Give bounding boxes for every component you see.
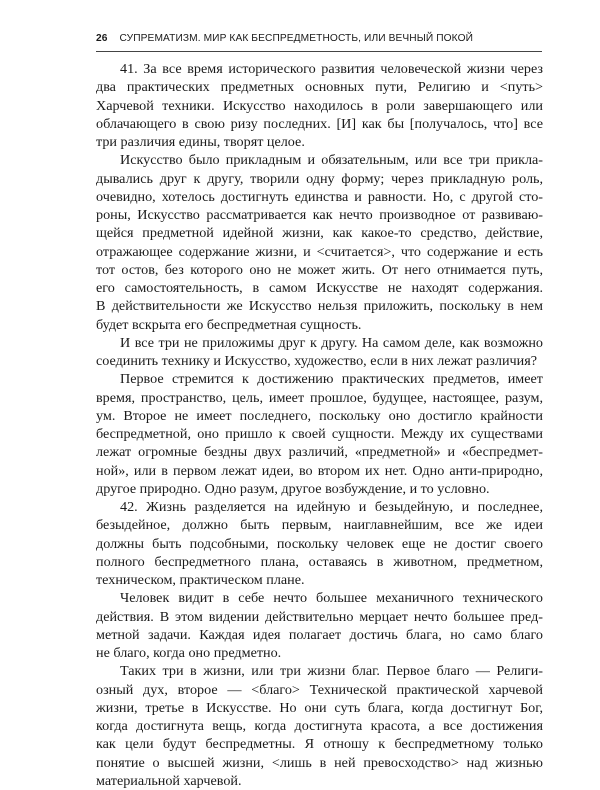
text-line: должны быть подсобными, поскольку человек еще не достиг своего [96, 535, 543, 552]
text-line: техническом, практическом плане. [96, 572, 305, 588]
text-line: 42. Жизнь разделяется на идейную и безыдейную, и последнее, [120, 499, 543, 515]
text-line: 41. За все время исторического развития человеческой жизни через [120, 61, 543, 77]
text-line: три различия едины, творят целое. [96, 134, 305, 150]
text-line: соединить технику и Искусство, художество, если в них лежат различия? [96, 353, 537, 369]
body-text [96, 60, 543, 790]
text-line: как цели будут беспредметны. Я отношу к беспредметному только [96, 736, 543, 753]
text-line: время, пространство, цель, имеет прошлое, будущее, настоящее, разум, [96, 389, 543, 406]
text-line: метной задачи. Каждая идея полагает достичь блага, но само благо [96, 626, 543, 643]
running-title: СУПРЕМАТИЗМ. МИР КАК БЕСПРЕДМЕТНОСТЬ, ИЛИ ВЕЧНЫЙ ПОКОЙ [119, 33, 474, 44]
text-line: И все три не приложимы друг к другу. На самом деле, как возможно [120, 334, 543, 351]
text-line: полного беспредметного плана, оставаясь в животном, предметном, [96, 553, 543, 570]
text-line: отражающее содержание жизни, и <считается>, что содержание и есть [96, 243, 543, 260]
text-line: озный дух, второе — <благо> Технической практической харчевой [96, 681, 543, 698]
text-line: не благо, когда оно предметно. [96, 645, 282, 661]
text-line: облачающего в свою ризу последних. [И] как бы [получалось, что] все [96, 115, 543, 132]
text-line: Искусство было прикладным и обязательным, или все три прикла- [120, 152, 543, 169]
text-line: жизни, третье в Искусстве. Но они суть блага, когда достигнут Бог, [96, 699, 543, 716]
text-line: В действительности же Искусство нельзя приложить, поскольку в нем [96, 298, 543, 315]
text-line: Харчевой техники. Искусство находилось в роли завершающего или [96, 97, 543, 114]
text-line: Таких три в жизни, или три жизни благ. Первое благо — Религи- [120, 663, 543, 680]
text-line: беспредметной, оно пришло к своей сущности. Между их существами [96, 426, 543, 442]
text-line: ум. Второе не имеет последнего, поскольку оно достигло крайности [96, 407, 543, 424]
text-line: понятие о высшей жизни, <лишь в ней превосходство> над жизнью [96, 754, 543, 771]
text-line: другое природно. Одно разум, другое возбуждение, и то условно. [96, 480, 490, 497]
text-line: материальной харчевой. [96, 772, 242, 789]
text-line: щейся предметной идейной жизни, как какое-то средство, действие, [96, 225, 543, 242]
text-line: ной», или в первом лежат идеи, во втором их нет. Одно анти-природно, [96, 462, 543, 479]
text-line: его самостоятельность, в самом Искусстве не находят содержания. [96, 280, 543, 296]
running-head [96, 33, 542, 52]
text-line: Первое стремится к достижению практических предметов, имеет [120, 371, 543, 388]
text-line: Человек видит в себе нечто большее механичного технического [120, 590, 543, 607]
text-line: действия. В этом видении действительно мерцает нечто большее пред- [96, 608, 543, 625]
text-line: будет вскрыта его беспредметная сущность. [96, 316, 362, 333]
page-number: 26 [96, 33, 108, 44]
text-line: дывались друг к другу, творили одну форму; через прикладную роль, [96, 170, 543, 187]
text-line: очевидно, хотелось достигнуть единства и равности. Но, с другой сто- [96, 188, 543, 205]
text-line: роны, Искусство рассматривается как нечто производное от развиваю- [96, 207, 543, 223]
text-line: безыдейное, должно быть первым, наиглавнейшим, все же идеи [96, 517, 543, 534]
text-line: тот остов, без которого оно не может жить. От него отнимается путь, [96, 261, 543, 278]
text-line: два практических предметных основных пути, Религию и <путь> [96, 79, 543, 96]
text-line: когда достигнута вещь, когда достигнута красота, а все достижения [96, 718, 543, 734]
text-line: лежат огромные бездны двух различий, «предметной» и «беспредмет- [96, 444, 543, 461]
